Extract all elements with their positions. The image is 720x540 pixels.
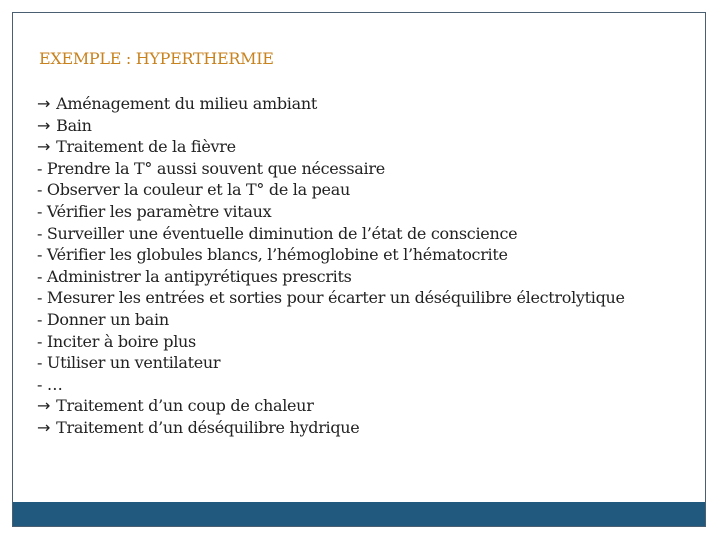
- arrow-right-icon: →: [37, 137, 51, 157]
- slide-frame: [12, 12, 706, 527]
- list-item: [37, 331, 625, 353]
- arrow-right-icon: →: [37, 94, 51, 113]
- list-item: [37, 352, 625, 374]
- list-item-text: Aménagement du milieu ambiant: [56, 94, 317, 113]
- list-item-text: - Vérifier les paramètre vitaux: [37, 201, 272, 221]
- list-item-text: - Prendre la T° aussi souvent que nécessaire: [37, 158, 385, 178]
- list-item: [37, 136, 625, 158]
- list-item: [37, 287, 625, 309]
- list-item: [37, 374, 625, 396]
- list-item-text: - Surveiller une éventuelle diminution de l’état de conscience: [37, 223, 518, 243]
- list-item: [37, 158, 625, 180]
- list-item-text: - Administrer la antipyrétiques prescrits: [37, 266, 352, 286]
- list-item: [37, 93, 625, 115]
- list-item: [37, 395, 625, 417]
- list-item-text: - Observer la couleur et la T° de la peau: [37, 180, 350, 200]
- arrow-right-icon: →: [37, 115, 51, 135]
- content-list: [37, 93, 625, 439]
- list-item: [37, 309, 625, 331]
- list-item: [37, 223, 625, 245]
- list-item: [37, 244, 625, 266]
- list-item-text: - Mesurer les entrées et sorties pour écarter un déséquilibre électrolytique: [37, 288, 625, 308]
- list-item-text: - Inciter à boire plus: [37, 331, 196, 351]
- list-item: [37, 201, 625, 223]
- footer-bar: [13, 502, 705, 526]
- arrow-right-icon: →: [37, 417, 51, 437]
- list-item-text: - Vérifier les globules blancs, l’hémoglobine et l’hématocrite: [37, 245, 508, 265]
- list-item: [37, 115, 625, 137]
- list-item-text: Traitement d’un coup de chaleur: [56, 396, 314, 416]
- list-item: [37, 179, 625, 201]
- list-item-text: Traitement de la fièvre: [56, 137, 236, 157]
- arrow-right-icon: →: [37, 396, 51, 416]
- list-item: [37, 417, 625, 439]
- list-item-text: Traitement d’un déséquilibre hydrique: [56, 417, 360, 437]
- list-item-text: Bain: [56, 115, 92, 135]
- list-item: [37, 266, 625, 288]
- slide-title: EXEMPLE : HYPERTHERMIE: [39, 49, 274, 68]
- list-item-text: - …: [37, 374, 63, 394]
- list-item-text: - Utiliser un ventilateur: [37, 353, 221, 373]
- list-item-text: - Donner un bain: [37, 309, 169, 329]
